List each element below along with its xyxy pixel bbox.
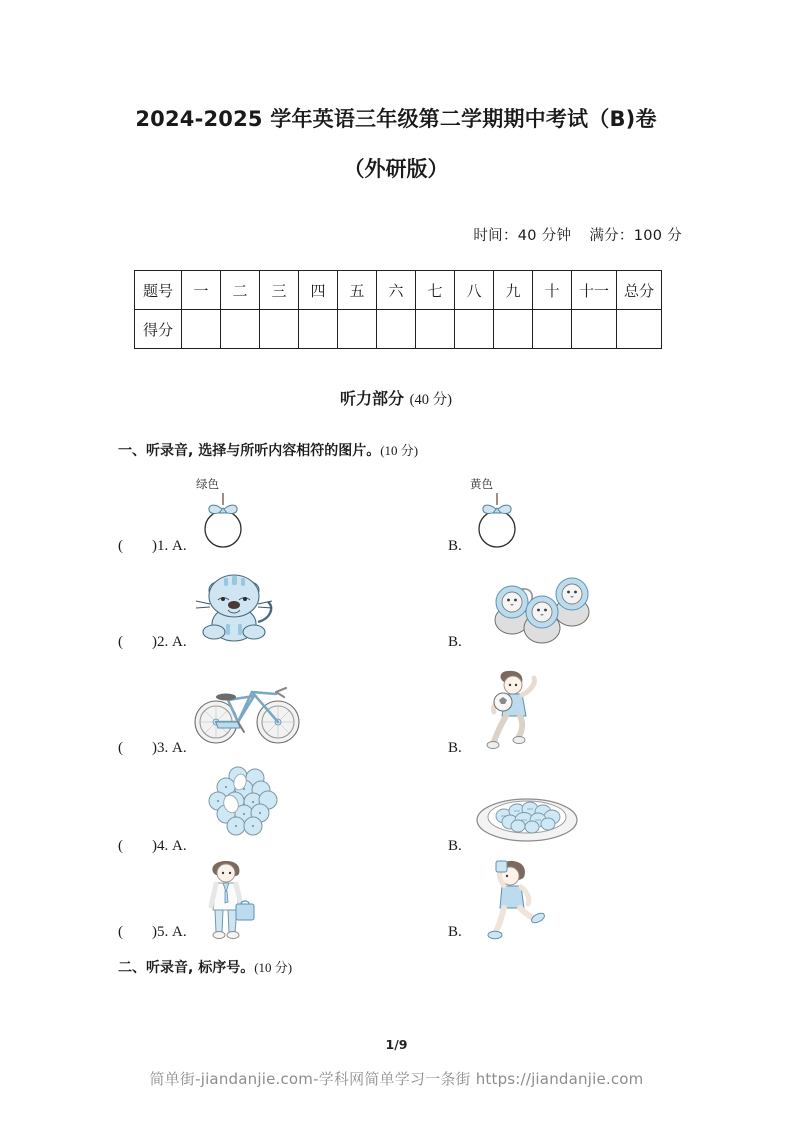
score-table-col-5: 五 (338, 271, 377, 310)
option-a-5[interactable]: A. (172, 924, 187, 940)
score-table-col-11: 十一 (572, 271, 617, 310)
item-index-2: 2. (157, 634, 169, 650)
question-2-points: (10 分) (254, 960, 293, 975)
plate-food-icon (474, 786, 580, 844)
score-cell-2[interactable] (221, 310, 260, 349)
option-a-3[interactable]: A. (172, 740, 187, 756)
answer-blank-3-label (152, 740, 187, 757)
score-cell-10[interactable] (533, 310, 572, 349)
question-1-text: 听录音, 选择与所听内容相符的图片。 (146, 443, 381, 459)
option-b-1[interactable]: B. (448, 538, 462, 554)
paren-close-4: ) (152, 838, 157, 854)
score-table-col-2: 二 (221, 271, 260, 310)
score-cell-6[interactable] (377, 310, 416, 349)
paren-close-3: ) (152, 740, 157, 756)
question-heading-2 (118, 957, 292, 977)
section-heading-text: 听力部分 (340, 389, 405, 408)
score-table (134, 270, 662, 349)
option-b-5[interactable]: B. (448, 924, 462, 940)
answer-blank-4-open[interactable]: ( (118, 838, 123, 854)
student-bag-icon (196, 860, 258, 940)
score-cell-3[interactable] (260, 310, 299, 349)
score-cell-11[interactable] (572, 310, 617, 349)
grapes-icon (198, 770, 284, 848)
score-cell-1[interactable] (182, 310, 221, 349)
option-b-4[interactable]: B. (448, 838, 462, 854)
paren-close-5: ) (152, 924, 157, 940)
question-1-points: (10 分) (380, 443, 419, 458)
paren-close-2: ) (152, 634, 157, 650)
exam-meta (96, 224, 696, 245)
full-score-label: 满分：100 分 (589, 228, 682, 244)
answer-blank-1-open[interactable]: ( (118, 538, 123, 554)
table-row-scores (135, 310, 662, 349)
score-table-col-4: 四 (299, 271, 338, 310)
score-table-row-label: 题号 (135, 271, 182, 310)
option-b-3[interactable]: B. (448, 740, 462, 756)
answer-blank-2-label (152, 634, 187, 651)
title-line-2: （外研版） (343, 157, 449, 181)
item-index-3: 3. (157, 740, 169, 756)
score-table-col-3: 三 (260, 271, 299, 310)
title-line-1: 2024-2025 学年英语三年级第二学期期中考试（B)卷 (135, 107, 657, 131)
section-heading-listening (96, 386, 696, 409)
option-a-1[interactable]: A. (172, 538, 187, 554)
option-b-2[interactable]: B. (448, 634, 462, 650)
answer-blank-3-open[interactable]: ( (118, 740, 123, 756)
score-table-col-9: 九 (494, 271, 533, 310)
score-table-col-total: 总分 (617, 271, 662, 310)
score-table-row-label-2: 得分 (135, 310, 182, 349)
watermark-text: 简单街-jiandanjie.com-学科网简单学习一条街 https://jiandanjie.com (149, 1070, 644, 1088)
paren-close-1: ) (152, 538, 157, 554)
item-index-5: 5. (157, 924, 169, 940)
score-cell-4[interactable] (299, 310, 338, 349)
answer-blank-1-label (152, 538, 187, 555)
table-row-header (135, 271, 662, 310)
color-label-green: 绿色 (196, 477, 219, 491)
score-table-col-1: 一 (182, 271, 221, 310)
time-label: 时间：40 分钟 (473, 228, 572, 244)
option-a-2[interactable]: A. (172, 634, 187, 650)
section-heading-points: (40 分) (409, 392, 452, 408)
answer-blank-5-label (152, 924, 187, 941)
question-2-number: 二、 (118, 960, 146, 976)
page-number: 1/9 (385, 1037, 408, 1052)
score-table-col-6: 六 (377, 271, 416, 310)
score-cell-5[interactable] (338, 310, 377, 349)
question-heading-1 (118, 440, 418, 460)
page-title (96, 104, 696, 184)
option-a-4[interactable]: A. (172, 838, 187, 854)
color-label-yellow: 黄色 (470, 477, 493, 491)
answer-blank-4-label (152, 838, 187, 855)
score-table-col-7: 七 (416, 271, 455, 310)
question-1-number: 一、 (118, 443, 146, 459)
boy-soccer-icon (478, 668, 548, 752)
balloon-icon-a (196, 491, 250, 551)
score-cell-8[interactable] (455, 310, 494, 349)
question-2-text: 听录音, 标序号。 (146, 960, 255, 976)
lions-icon (484, 564, 596, 648)
answer-blank-2-open[interactable]: ( (118, 634, 123, 650)
balloon-icon-b (470, 491, 524, 551)
score-cell-7[interactable] (416, 310, 455, 349)
score-cell-total[interactable] (617, 310, 662, 349)
score-table-col-8: 八 (455, 271, 494, 310)
bicycle-icon (192, 670, 302, 748)
answer-blank-5-open[interactable]: ( (118, 924, 123, 940)
boy-drinking-icon (476, 856, 546, 942)
tiger-icon (188, 566, 284, 644)
item-index-4: 4. (157, 838, 169, 854)
item-index-1: 1. (157, 538, 169, 554)
score-table-col-10: 十 (533, 271, 572, 310)
score-cell-9[interactable] (494, 310, 533, 349)
